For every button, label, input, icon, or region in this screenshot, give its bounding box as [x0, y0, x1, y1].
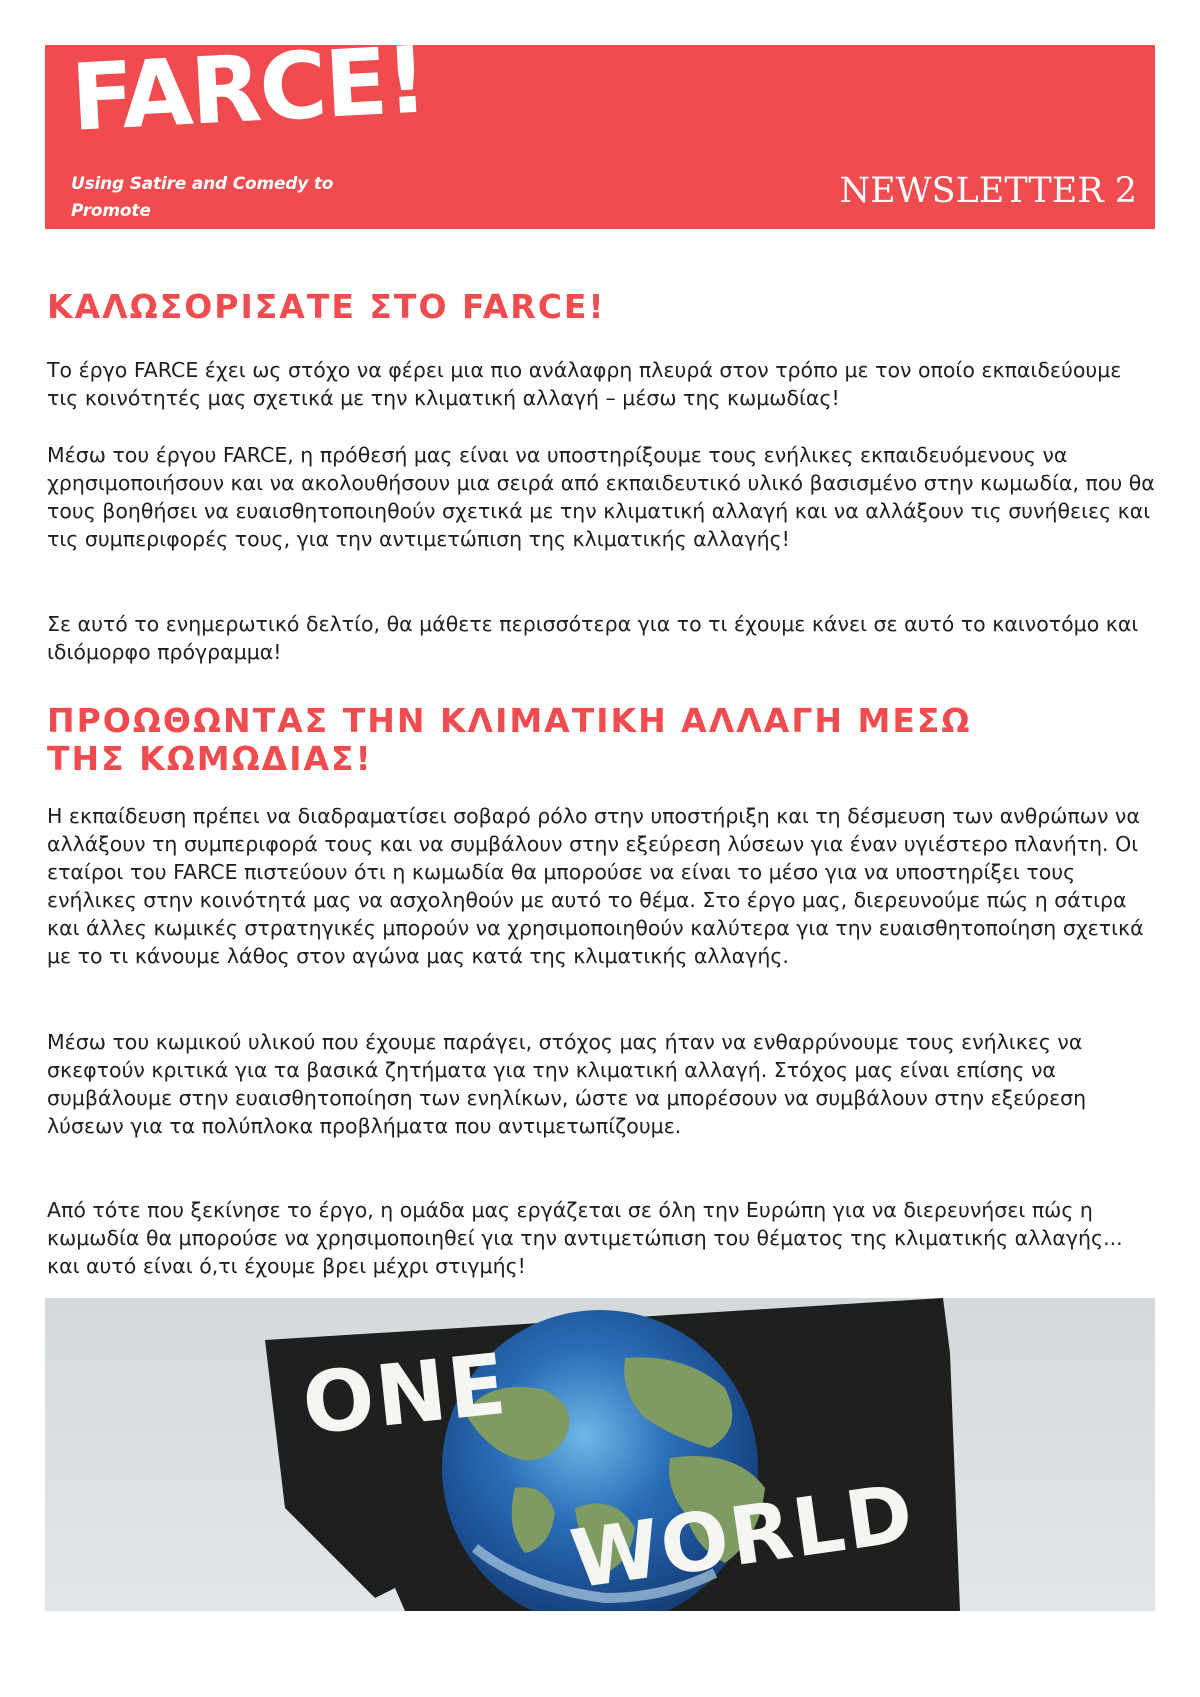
comedy-paragraph-1: Η εκπαίδευση πρέπει να διαδραματίσει σοβαρό ρόλο στην υποστήριξη και τη δέσμευση των ανθρώπων να αλλάξουν τη συμπεριφορά τους και να συμβάλουν στην εξεύρεση λύσεων για έναν υγιέστερο πλανήτη. Οι εταίροι του FARCE πιστεύουν ότι η κωμωδία θα μπορούσε να είναι το μέσο για να υποστηρίξει τους ενήλικες στην κοινότητά μας να ασχοληθούν με αυτό το θέμα. Στο έργο μας, διερευνούμε πώς η σάτιρα και άλλες κωμικές στρατηγικές μπορούν να χρησιμοποιηθούν καλύτερα για την ευαισθητοποίηση σχετικά με το τι κάνουμε λάθος στον αγώνα μας κατά της κλιματικής αλλαγής.: [47, 804, 1144, 968]
logo-tagline: [71, 171, 391, 252]
welcome-paragraph-2: Μέσω του έργου FARCE, η πρόθεσή μας είναι να υποστηρίξουμε τους ενήλικες εκπαιδευόμενους να χρησιμοποιήσουν και να ακολουθήσουν μια σειρά από εκπαιδευτικό υλικό βασισμένο στην κωμωδία, που θα τους βοηθήσει να ευαισθητοποιηθούν σχετικά με την κλιματική αλλαγή και να αλλάξουν τις συνήθειες και τις συμπεριφορές τους, για την αντιμετώπιση της κλιματικής αλλαγής!: [47, 443, 1155, 551]
comedy-paragraph-3: Από τότε που ξεκίνησε το έργο, η ομάδα μας εργάζεται σε όλη την Ευρώπη για να διερευνήσει πώς η κωμωδία θα μπορούσε να χρησιμοποιηθεί για την αντιμετώπιση του θέματος της κλιματικής αλλαγής... και αυτό είναι ό,τι έχουμε βρει μέχρι στιγμής!: [47, 1198, 1123, 1278]
comedy-heading: ΠΡΟΩΘΩΝΤΑΣ ΤΗΝ ΚΛΙΜΑΤΙΚΗ ΑΛΛΑΓΗ ΜΕΣΩ ΤΗΣ ΚΩΜΩΔΙΑΣ!: [47, 701, 972, 778]
comedy-paragraph-2: Μέσω του κωμικού υλικού που έχουμε παράγει, στόχος μας ήταν να ενθαρρύνουμε τους ενήλικες να σκεφτούν κριτικά για τα βασικά ζητήματα για την κλιματική αλλαγή. Στόχος μας είναι επίσης να συμβάλουμε στην ευαισθητοποίηση των ενηλίκων, ώστε να μπορέσουν να συμβάλουν στην εξεύρεση λύσεων για τα πολύπλοκα προβλήματα που αντιμετωπίζουμε.: [47, 1030, 1087, 1138]
sign-word-world: WORLD: [565, 1466, 921, 1607]
protest-sign-illustration: [45, 1298, 1155, 1611]
logo-wordmark: FARCE!: [68, 26, 429, 152]
welcome-paragraph-1: Το έργο FARCE έχει ως στόχο να φέρει μια πιο ανάλαφρη πλευρά στον τρόπο με τον οποίο εκπαιδεύουμε τις κοινότητές μας σχετικά με την κλιματική αλλαγή – μέσω της κωμωδίας!: [47, 358, 1122, 410]
farce-logo: [68, 26, 429, 248]
welcome-paragraph-3: Σε αυτό το ενημερωτικό δελτίο, θα μάθετε περισσότερα για το τι έχουμε κάνει σε αυτό το καινοτόμο και ιδιόμορφο πρόγραμμα!: [47, 612, 1139, 664]
newsletter-number: NEWSLETTER 2: [839, 171, 1137, 211]
tagline-line-2: Climate Change Awareness: [71, 228, 327, 248]
header-banner: [45, 26, 1155, 248]
tagline-line-1: Using Satire and Comedy to Promote: [71, 174, 334, 221]
sign-word-one: ONE: [297, 1334, 513, 1454]
welcome-heading: ΚΑΛΩΣΟΡΙΣΑΤΕ ΣΤΟ FARCE!: [47, 287, 606, 326]
one-world-protest-sign-photo: [45, 1298, 1155, 1611]
